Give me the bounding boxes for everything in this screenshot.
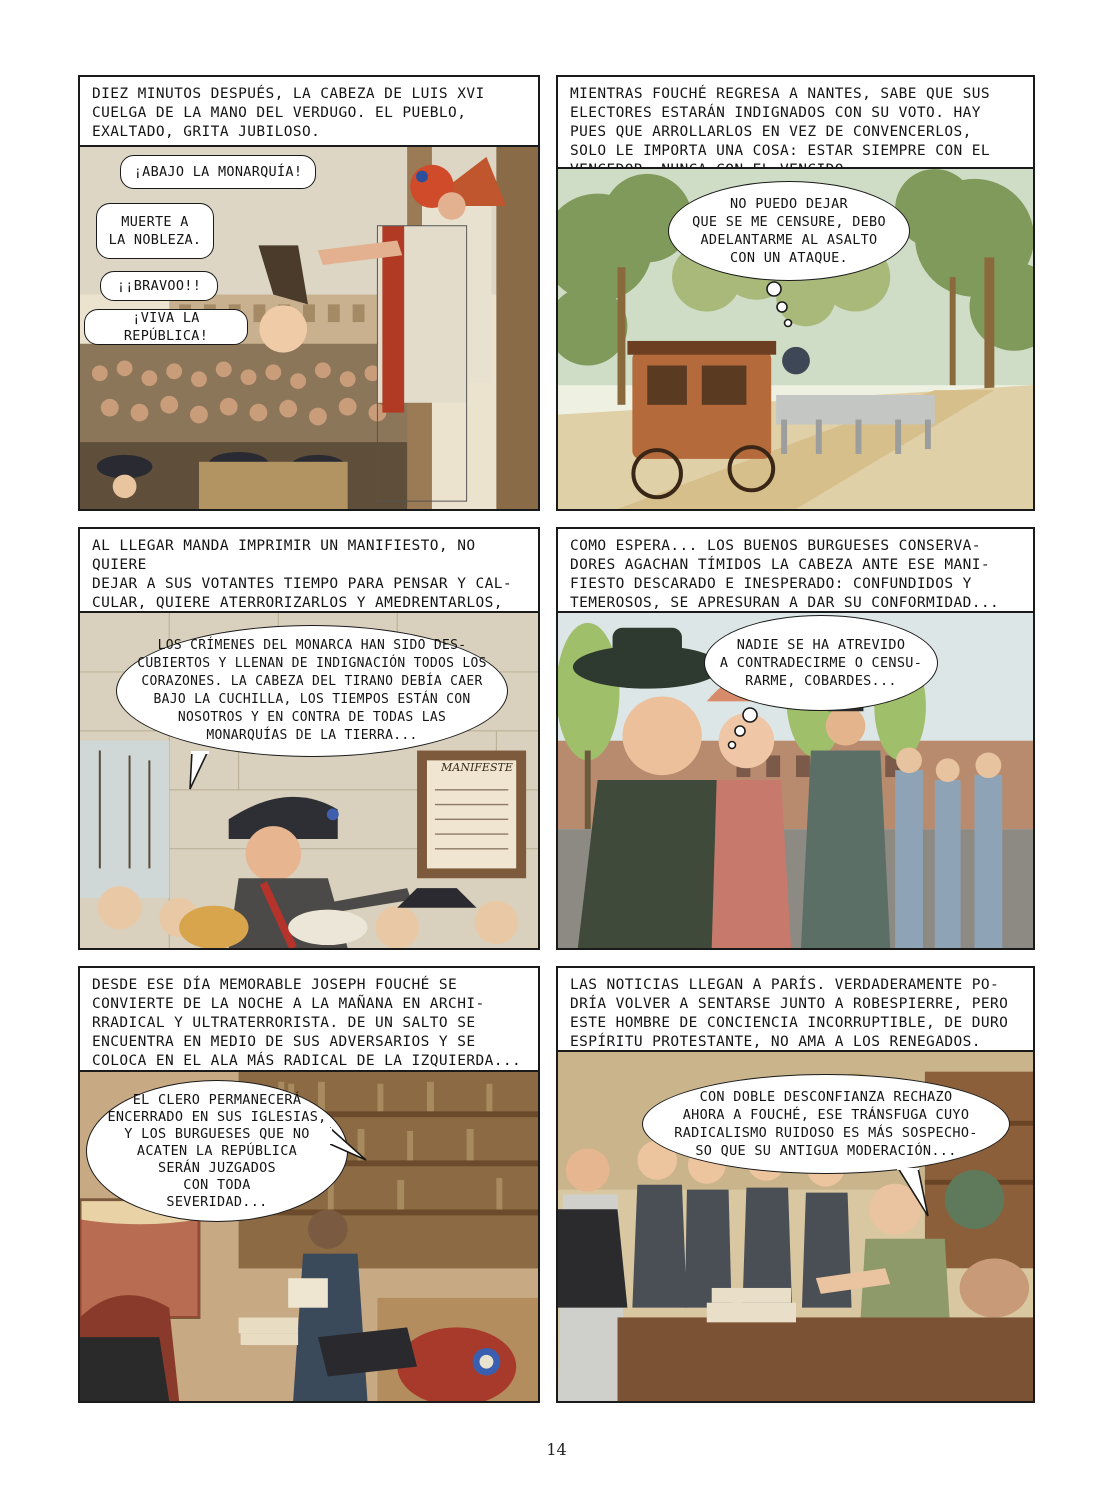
- page-number: 14: [546, 1440, 567, 1459]
- speech-bubble-tail: [894, 1168, 934, 1218]
- speech-bubble-tail: [330, 1124, 370, 1164]
- panel-2: [556, 75, 1035, 511]
- speech-bubble: ¡ABAJO LA MONARQUÍA!: [120, 155, 316, 189]
- caption-5: DESDE ESE DÍA MEMORABLE JOSEPH FOUCHÉ SE CONVIERTE DE LA NOCHE A LA MAÑANA EN ARCHI- RRADICAL Y ULTRATERRORISTA. DE UN SALTO SE ENCUENTRA EN MEDIO DE SUS ADVERSARIOS Y SE COLOCA EN EL ALA MÁS RADICAL DE LA IZQUIERDA...: [92, 977, 522, 1069]
- caption-4: COMO ESPERA... LOS BUENOS BURGUESES CONSERVA- DORES AGACHAN TÍMIDOS LA CABEZA ANTE ESE MANI- FIESTO DESCARADO E INESPERADO: CONFUNDIDOS Y TEMEROSOS, SE APRESURAN A DAR SU CONFORMIDAD...: [570, 538, 1000, 611]
- manifesto-sign: MANIFESTE: [441, 761, 513, 774]
- panel-5: [78, 966, 540, 1403]
- panel-6: [556, 966, 1035, 1403]
- speech-bubble: ¡¡BRAVOO!!: [100, 271, 218, 301]
- speech-bubble-tail: [186, 751, 216, 791]
- caption-2: MIENTRAS FOUCHÉ REGRESA A NANTES, SABE QUE SUS ELECTORES ESTARÁN INDIGNADOS CON SU VOTO. HAY PUES QUE ARROLLARLOS EN VEZ DE CONVENCERLOS, SOLO LE IMPORTA UNA COSA: ESTAR SIEMPRE CON EL: [570, 86, 990, 159]
- thought-trail-dots: [758, 279, 798, 339]
- panel-1: [78, 75, 540, 511]
- panel-4: [556, 527, 1035, 950]
- thought-bubble: NADIE SE HA ATREVIDO A CONTRADECIRME O CENSU- RARME, COBARDES...: [704, 615, 938, 711]
- caption-3: AL LLEGAR MANDA IMPRIMIR UN MANIFIESTO, NO QUIERE DEJAR A SUS VOTANTES TIEMPO PARA PENSAR Y CAL- CULAR, QUIERE ATERRORIZARLOS Y AMEDRENTARLOS,: [92, 538, 512, 611]
- caption-6: LAS NOTICIAS LLEGAN A PARÍS. VERDADERAMENTE PO- DRÍA VOLVER A SENTARSE JUNTO A ROBESPIERRE, PERO ESTE HOMBRE DE CONCIENCIA INCORRUPTIBLE, DE DURO ESPÍRITU PROTESTANTE, NO AMA A LOS RENEGADOS.: [570, 977, 1009, 1050]
- speech-bubble: ¡VIVA LA REPÚBLICA!: [84, 309, 248, 345]
- panel-3: [78, 527, 540, 950]
- speech-bubble: CON DOBLE DESCONFIANZA RECHAZO AHORA A FOUCHÉ, ESE TRÁNSFUGA CUYO RADICALISMO RUIDOSO ES MÁS SOSPECHO- SO QUE SU ANTIGUA MODERACIÓN...: [642, 1074, 1010, 1174]
- caption-1: DIEZ MINUTOS DESPUÉS, LA CABEZA DE LUIS XVI CUELGA DE LA MANO DEL VERDUGO. EL PUEBLO, EXALTADO, GRITA JUBILOSO.: [92, 86, 485, 140]
- speech-bubble: LOS CRÍMENES DEL MONARCA HAN SIDO DES- CUBIERTOS Y LLENAN DE INDIGNACIÓN TODOS LOS CORAZONES. LA CABEZA DEL TIRANO DEBÍA CAER BAJO LA CUCHILLA, LOS TIEMPOS ESTÁN CON NOSOTROS Y EN CONTRA DE TODAS LAS MONARQUÍAS DE LA TIERRA...: [116, 625, 508, 757]
- speech-bubble: MUERTE A LA NOBLEZA.: [96, 203, 214, 259]
- thought-bubble: NO PUEDO DEJAR QUE SE ME CENSURE, DEBO ADELANTARME AL ASALTO CON UN ATAQUE.: [668, 181, 910, 281]
- speech-bubble: EL CLERO PERMANECERÁ ENCERRADO EN SUS IGLESIAS, Y LOS BURGUESES QUE NO ACATEN LA REPÚBLICA SERÁN JUZGADOS CON TODA SEVERIDAD...: [86, 1080, 348, 1222]
- thought-trail-dots: [724, 705, 764, 751]
